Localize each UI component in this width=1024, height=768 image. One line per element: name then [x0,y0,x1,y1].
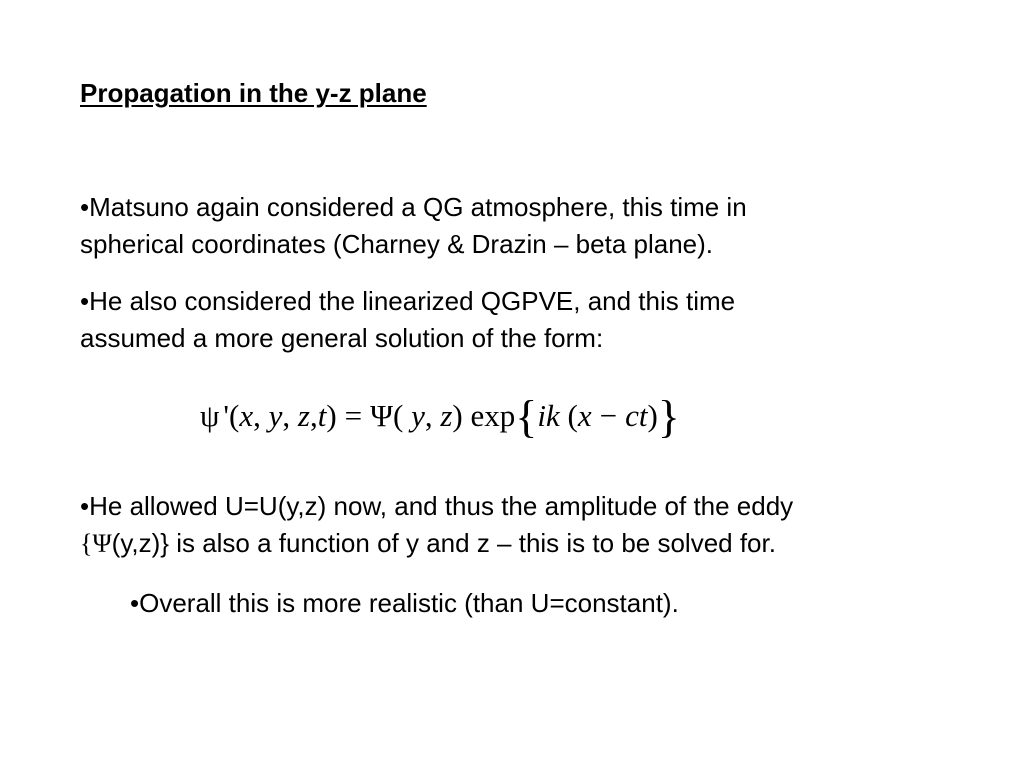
eq-close: ) [452,398,463,433]
wave-solution-equation [200,390,820,442]
bullet-line: spherical coordinates (Charney & Drazin – beta plane). [80,229,714,259]
eq-prime-open: '( [223,398,240,433]
eq-comma: , [253,398,261,433]
bullet-line: assumed a more general solution of the form: [80,323,604,353]
bullet-line: •He also considered the linearized QGPVE, and this time [80,286,736,316]
bullet-more-realistic [130,585,679,622]
bullet-line-rest: (y,z)} is also a function of y and z – this is to be solved for. [111,528,776,558]
bullet-linearized-qgpve [80,283,735,357]
eq-x: x [577,398,592,433]
eq-comma: , [424,398,433,433]
eq-minus: − [599,398,618,433]
bullet-line: •Overall this is more realistic (than U=constant). [130,588,679,618]
bullet-line: •He allowed U=U(y,z) now, and thus the amplitude of the eddy [80,491,794,521]
eq-x: x [239,398,254,433]
bullet-line: •Matsuno again considered a QG atmosphere, this time in [80,192,747,222]
eq-equals: = [344,398,363,433]
eq-ik: ik [537,398,560,433]
eq-close: ) [647,398,658,433]
eq-open: ( [567,398,578,433]
eq-y: y [411,398,425,433]
eq-comma: , [282,398,291,433]
eq-right-brace: } [657,391,680,442]
eq-exp: exp [470,398,516,433]
eq-t: t [317,398,327,433]
brace-open: { [80,529,93,558]
eq-capital-psi: Ψ [370,398,393,433]
eq-ct: ct [625,398,648,433]
bullet-u-of-yz [80,488,793,562]
eq-open: ( [393,398,404,433]
eq-z: z [297,398,310,433]
capital-psi-symbol: Ψ [92,529,112,558]
eq-z: z [440,398,453,433]
slide-title: Propagation in the y-z plane [80,78,427,108]
eq-y: y [268,398,283,433]
eq-left-brace: { [515,391,538,442]
bullet-matsuno-qg [80,189,747,263]
bullet-line-with-symbol [80,525,793,562]
eq-psi: ψ [200,398,220,433]
eq-comma: , [309,398,318,433]
eq-close: ) [326,398,337,433]
